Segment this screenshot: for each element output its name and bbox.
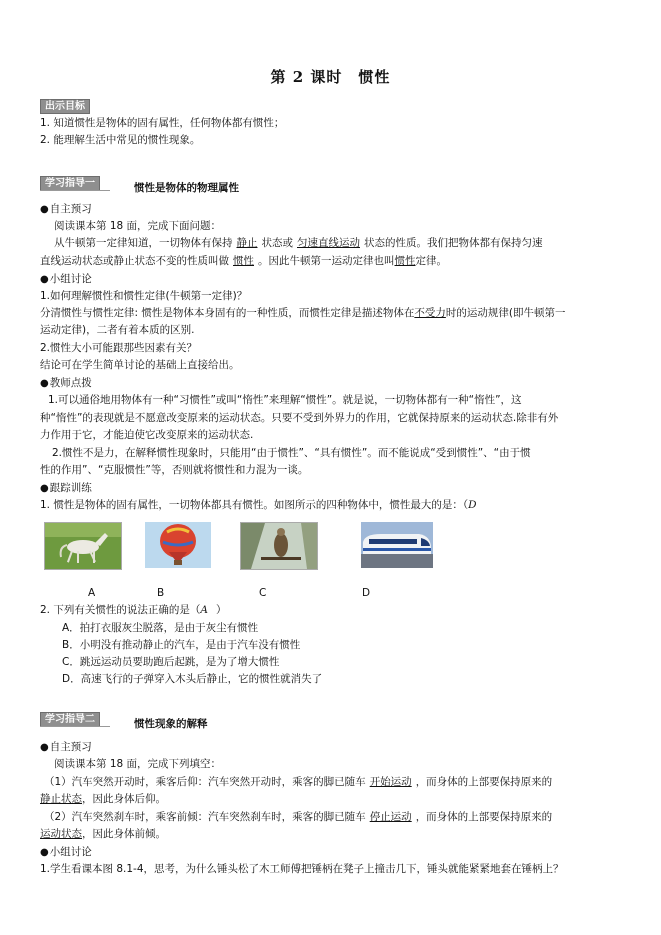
option-c: C．跳远运动员要助跑后起跳，是为了增大惯性 [62, 656, 280, 668]
guide1-track: ● 跟踪训练 [40, 481, 629, 496]
guide1-read: 阅读课本第 18 面，完成下面问题： [54, 220, 222, 232]
guide1-a2: 结论可在学生简单讨论的基础上直接给出。 [40, 359, 240, 371]
goal-item-2: 2. 能理解生活中常见的惯性现象。 [40, 134, 201, 146]
option-b: B．小明没有推动静止的汽车，是由于汽车没有惯性 [62, 639, 301, 651]
eagle-photo [240, 522, 318, 570]
guide2-underline [40, 726, 110, 727]
guide1-self-study: ● 自主预习 [40, 202, 629, 217]
exercise-1: 1. 惯性是物体的固有属性，一切物体都具有惯性。如图所示的四种物体中，惯性最大的是：（D [40, 499, 477, 511]
goals-badge: 出示目标 [40, 99, 90, 114]
guide2-group: ● 小组讨论 [40, 845, 629, 860]
exercise-2: 2. 下列有关惯性的说法正确的是（A ） [40, 604, 227, 616]
teacher-point-1-line1: 1.可以通俗地用物体有一种“习惯性”或叫“惰性”来理解“惯性”。就是说，一切物体都有一种“惰性”，这 [48, 394, 522, 406]
guide2-s2-line1: （2）汽车突然刹车时，乘客前倾：汽车突然刹车时，乘客的脚已随车 停止运动 ，而身体的上部要保持原来的 [44, 811, 553, 823]
guide1-teacher: ● 教师点拨 [40, 376, 629, 391]
teacher-point-1-line3: 力作用于它，才能迫使它改变原来的运动状态. [40, 429, 254, 441]
guide1-para2: 直线运动状态或静止状态不变的性质叫做 惯性 。因此牛顿第一运动定律也叫惯性定律。 [40, 255, 447, 267]
teacher-point-1-line2: 种“惰性”的表现就是不愿意改变原来的运动状态。只要不受到外界力的作用，它就保持原来的运动状态.除非有外 [40, 412, 559, 424]
guide2-read: 阅读课本第 18 面，完成下列填空： [54, 758, 222, 770]
guide2-s1-line1: （1）汽车突然开动时，乘客后仰：汽车突然开动时，乘客的脚已随车 开始运动 ，而身体的上部要保持原来的 [44, 776, 553, 788]
caption-a: A [88, 587, 96, 599]
guide2-heading: 惯性现象的解释 [134, 718, 208, 730]
guide2-s1-line2: 静止状态，因此身体后仰。 [40, 793, 166, 805]
guide1-a1-line1: 分清惯性与惯性定律: 惯性是物体本身固有的一种性质，而惯性定律是描述物体在不受力时的运动规律(即牛顿第一 [40, 307, 566, 319]
guide2-badge: 学习指导二 [40, 712, 100, 727]
guide2-s2-line2: 运动状态，因此身体前倾。 [40, 828, 166, 840]
teacher-point-2-line1: 2.惯性不是力，在解释惯性现象时，只能用“由于惯性”、“具有惯性”。而不能说成“受到惯性”、“由于惯 [52, 447, 531, 459]
option-d: D．高速飞行的子弹穿入木头后静止，它的惯性就消失了 [62, 673, 323, 685]
page-title: 第 2 课时 惯性 [270, 68, 391, 86]
guide1-para1: 从牛顿第一定律知道，一切物体有保持 静止 状态或 匀速直线运动 状态的性质。我们把物体都有保持匀速 [54, 237, 543, 249]
guide2-q1: 1.学生看课本图 8.1-4，思考，为什么锤头松了木工师傅把锤柄在凳子上撞击几下，锤头就能紧紧地套在锤柄上？ [40, 863, 564, 875]
guide1-q2: 2.惯性大小可能跟那些因素有关？ [40, 342, 198, 354]
hot-air-balloon-photo [145, 522, 211, 568]
option-a: A．拍打衣服灰尘脱落，是由于灰尘有惯性 [62, 622, 259, 634]
train-photo [361, 522, 433, 568]
guide1-underline [40, 190, 110, 191]
guide1-badge: 学习指导一 [40, 176, 100, 191]
guide1-a1-line2: 运动定律)，二者有着本质的区别. [40, 324, 195, 336]
guide2-self-study: ● 自主预习 [40, 740, 629, 755]
guide1-heading: 惯性是物体的物理属性 [134, 182, 239, 194]
caption-c: C [259, 587, 267, 599]
guide1-group: ● 小组讨论 [40, 272, 629, 287]
caption-b: B [157, 587, 165, 599]
guide1-q1: 1.如何理解惯性和惯性定律(牛顿第一定律)？ [40, 290, 248, 302]
horse-photo [44, 522, 122, 570]
teacher-point-2-line2: 性的作用”、“克服惯性”等，否则就将惯性和力混为一谈。 [40, 464, 309, 476]
goal-item-1: 1. 知道惯性是物体的固有属性，任何物体都有惯性； [40, 117, 285, 129]
caption-d: D [362, 587, 371, 599]
